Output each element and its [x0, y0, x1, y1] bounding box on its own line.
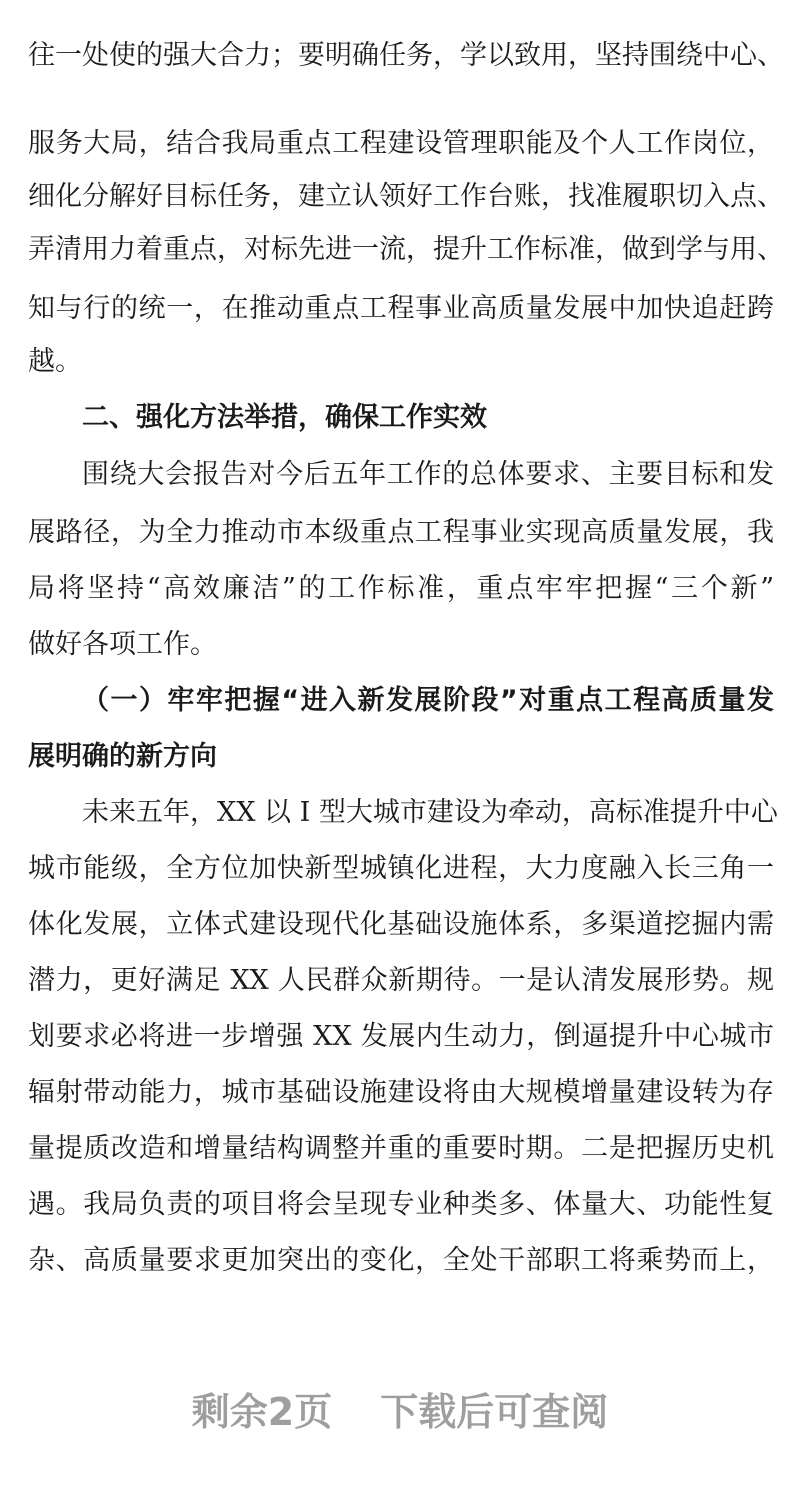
section-heading: 二、强化方法举措，确保工作实效	[82, 402, 487, 433]
paragraph-line: 潜力，更好满足 XX 人民群众新期待。一是认清发展形势。规	[28, 965, 774, 996]
paragraph-line: 围绕大会报告对今后五年工作的总体要求、主要目标和发	[82, 459, 774, 490]
paragraph-line: 往一处使的强大合力；要明确任务，学以致用，坚持围绕中心、	[28, 40, 784, 71]
paragraph-line: 展路径，为全力推动市本级重点工程事业实现高质量发展，我	[28, 517, 774, 548]
download-prompt-banner[interactable]	[0, 1376, 800, 1440]
paragraph-line: 杂、高质量要求更加突出的变化，全处干部职工将乘势而上，	[28, 1245, 774, 1276]
paragraph-line: 弄清用力着重点，对标先进一流，提升工作标准，做到学与用、	[28, 234, 784, 265]
paragraph-line: 知与行的统一，在推动重点工程事业高质量发展中加快追赶跨	[28, 293, 774, 324]
remaining-pages-label[interactable]: 剩余2页	[191, 1389, 333, 1434]
paragraph-line: 城市能级，全方位加快新型城镇化进程，大力度融入长三角一	[28, 853, 774, 884]
download-to-view-label[interactable]: 下载后可查阅	[380, 1389, 609, 1434]
paragraph-line: 服务大局，结合我局重点工程建设管理职能及个人工作岗位，	[28, 128, 774, 159]
paragraph-line: 量提质改造和增量结构调整并重的重要时期。二是把握历史机	[28, 1133, 774, 1164]
paragraph-line: 体化发展，立体式建设现代化基础设施体系，多渠道挖掘内需	[28, 909, 774, 940]
paragraph-line: 越。	[28, 346, 82, 377]
paragraph-line: 局将坚持“高效廉洁”的工作标准，重点牢牢把握“三个新”	[28, 573, 774, 604]
paragraph-line: 划要求必将进一步增强 XX 发展内生动力，倒逼提升中心城市	[28, 1021, 774, 1052]
paragraph-line: 未来五年，XX 以 I 型大城市建设为牵动，高标准提升中心	[82, 797, 778, 828]
paragraph-line: 遇。我局负责的项目将会呈现专业种类多、体量大、功能性复	[28, 1189, 774, 1220]
paragraph-line: 细化分解好目标任务，建立认领好工作台账，找准履职切入点、	[28, 181, 784, 212]
subsection-heading: （一）牢牢把握“进入新发展阶段”对重点工程高质量发	[82, 685, 774, 716]
paragraph-line: 辐射带动能力，城市基础设施建设将由大规模增量建设转为存	[28, 1077, 774, 1108]
paragraph-line: 做好各项工作。	[28, 629, 217, 660]
subsection-heading: 展明确的新方向	[28, 741, 217, 772]
